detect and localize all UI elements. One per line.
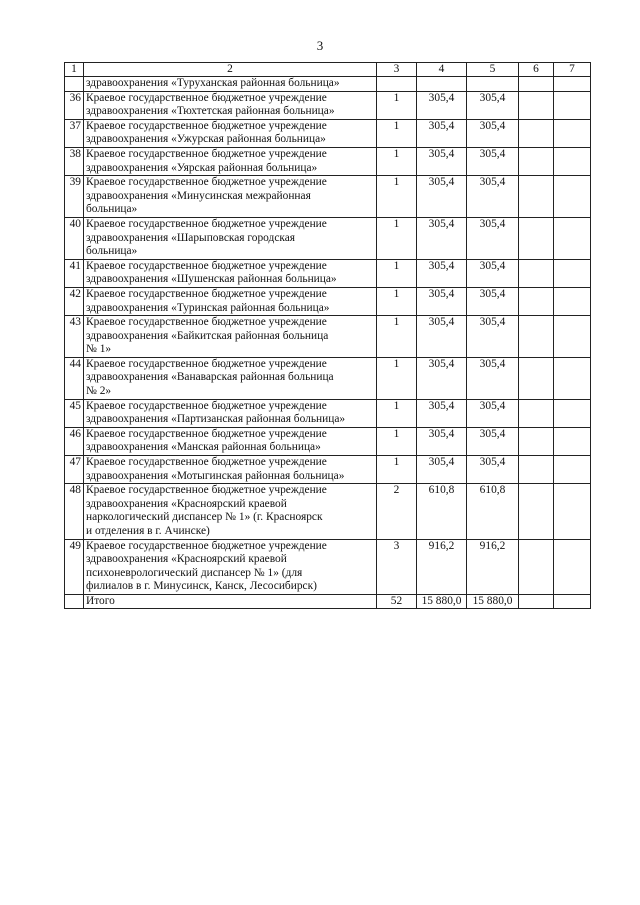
row-number: 36 xyxy=(65,91,84,119)
institution-name-line: Краевое государственное бюджетное учреждение xyxy=(86,316,327,329)
institution-name-line: здравоохранения «Шарыповская городская xyxy=(86,231,296,244)
institution-name-line: здравоохранения «Уярская районная больница» xyxy=(86,161,318,174)
row-number: 40 xyxy=(65,217,84,259)
table-row xyxy=(65,259,591,287)
header-cell: 7 xyxy=(554,63,591,77)
col6-cell xyxy=(519,484,554,539)
col6-cell xyxy=(519,427,554,455)
quantity-cell: 1 xyxy=(377,287,417,315)
amount-col4-cell: 305,4 xyxy=(417,147,467,175)
amount-col5-cell: 916,2 xyxy=(467,539,519,594)
amount-col4-cell: 305,4 xyxy=(417,176,467,218)
col7-cell xyxy=(554,176,591,218)
amount-col4-cell: 305,4 xyxy=(417,316,467,358)
amount-col4-cell: 305,4 xyxy=(417,119,467,147)
institution-name-line: психоневрологический диспансер № 1» (для xyxy=(86,566,303,579)
institution-name-line: здравоохранения «Ванаварская районная больница xyxy=(86,371,334,384)
col6-cell xyxy=(519,77,554,92)
col6-cell xyxy=(519,316,554,358)
col7-cell xyxy=(554,77,591,92)
table-row xyxy=(65,427,591,455)
institution-name-line: здравоохранения «Минусинская межрайонная xyxy=(86,189,311,202)
amount-col4-cell: 305,4 xyxy=(417,357,467,399)
row-number: 39 xyxy=(65,176,84,218)
institution-name-line: здравоохранения «Байкитская районная больница xyxy=(86,329,329,342)
institution-name xyxy=(84,357,377,399)
institution-name-line: здравоохранения «Туруханская районная больница» xyxy=(86,77,340,89)
amount-col4-cell: 916,2 xyxy=(417,539,467,594)
total-row xyxy=(65,594,591,608)
institution-name xyxy=(84,147,377,175)
institution-name-line: здравоохранения «Шушенская районная больница» xyxy=(86,273,337,286)
row-number: 41 xyxy=(65,259,84,287)
institution-name-line: здравоохранения «Туринская районная больница» xyxy=(86,301,330,314)
amount-col5-cell: 610,8 xyxy=(467,484,519,539)
amount-col5-cell: 305,4 xyxy=(467,119,519,147)
col6-cell xyxy=(519,176,554,218)
col6-cell xyxy=(519,119,554,147)
table-row xyxy=(65,316,591,358)
institution-name-line: Краевое государственное бюджетное учреждение xyxy=(86,399,327,412)
col7-cell xyxy=(554,456,591,484)
institution-name-line: здравоохранения «Мотыгинская районная больница» xyxy=(86,469,345,482)
row-number: 42 xyxy=(65,287,84,315)
row-number: 48 xyxy=(65,484,84,539)
quantity-cell: 2 xyxy=(377,484,417,539)
total-amount-col4: 15 880,0 xyxy=(417,594,467,608)
institution-name-line: Краевое государственное бюджетное учреждение xyxy=(86,539,327,552)
col7-cell xyxy=(554,316,591,358)
amount-col4-cell: 305,4 xyxy=(417,287,467,315)
amount-col4-cell: 305,4 xyxy=(417,427,467,455)
institution-name-line: Краевое государственное бюджетное учреждение xyxy=(86,427,327,440)
total-quantity: 52 xyxy=(377,594,417,608)
institution-name xyxy=(84,316,377,358)
institution-name xyxy=(84,287,377,315)
institution-name-line: наркологический диспансер № 1» (г. Красноярск xyxy=(86,511,323,524)
col6-cell xyxy=(519,357,554,399)
quantity-cell: 1 xyxy=(377,91,417,119)
col7-cell xyxy=(554,539,591,594)
institution-name-line: Краевое государственное бюджетное учреждение xyxy=(86,259,327,272)
col7-cell xyxy=(554,147,591,175)
amount-col5-cell: 305,4 xyxy=(467,357,519,399)
table-row xyxy=(65,287,591,315)
table-body xyxy=(65,63,591,609)
institution-name-line: № 2» xyxy=(86,385,112,398)
amount-col5-cell: 305,4 xyxy=(467,147,519,175)
institution-name xyxy=(84,119,377,147)
col6-cell xyxy=(519,399,554,427)
institution-name-line: Краевое государственное бюджетное учреждение xyxy=(86,484,327,497)
table-row xyxy=(65,77,591,92)
institution-name-line: Краевое государственное бюджетное учреждение xyxy=(86,217,327,230)
table-row xyxy=(65,539,591,594)
quantity-cell: 1 xyxy=(377,456,417,484)
row-number: 38 xyxy=(65,147,84,175)
institution-name-line: здравоохранения «Тюхтетская районная больница» xyxy=(86,105,335,118)
col7-cell xyxy=(554,399,591,427)
institution-name-line: больница» xyxy=(86,203,138,216)
institution-name xyxy=(84,456,377,484)
col6-cell xyxy=(519,217,554,259)
row-number: 44 xyxy=(65,357,84,399)
total-amount-col5: 15 880,0 xyxy=(467,594,519,608)
institution-name xyxy=(84,427,377,455)
institution-name-line: Краевое государственное бюджетное учреждение xyxy=(86,456,327,469)
col6-cell xyxy=(519,147,554,175)
institution-name-line: филиалов в г. Минусинск, Канск, Лесосибирск) xyxy=(86,580,317,593)
row-number: 43 xyxy=(65,316,84,358)
header-cell: 3 xyxy=(377,63,417,77)
header-cell: 1 xyxy=(65,63,84,77)
institution-name-line: Краевое государственное бюджетное учреждение xyxy=(86,119,327,132)
table-row xyxy=(65,217,591,259)
institution-name-line: здравоохранения «Манская районная больница» xyxy=(86,441,321,454)
table-row xyxy=(65,357,591,399)
table-row xyxy=(65,91,591,119)
institution-name-line: Краевое государственное бюджетное учреждение xyxy=(86,287,327,300)
col6-cell xyxy=(519,91,554,119)
institution-name-line: здравоохранения «Ужурская районная больница» xyxy=(86,133,326,146)
col7-cell xyxy=(554,217,591,259)
header-cell: 4 xyxy=(417,63,467,77)
row-number: 46 xyxy=(65,427,84,455)
institution-name-line: Краевое государственное бюджетное учреждение xyxy=(86,357,327,370)
amount-col5-cell: 305,4 xyxy=(467,427,519,455)
col7-cell xyxy=(554,484,591,539)
total-col6 xyxy=(519,594,554,608)
institution-name xyxy=(84,77,377,92)
amount-col5-cell: 305,4 xyxy=(467,287,519,315)
institution-name xyxy=(84,399,377,427)
quantity-cell: 1 xyxy=(377,147,417,175)
institution-name-line: Краевое государственное бюджетное учреждение xyxy=(86,91,327,104)
amount-col4-cell: 305,4 xyxy=(417,399,467,427)
header-cell: 5 xyxy=(467,63,519,77)
quantity-cell: 1 xyxy=(377,357,417,399)
table-row xyxy=(65,484,591,539)
institution-name-line: здравоохранения «Красноярский краевой xyxy=(86,553,287,566)
col6-cell xyxy=(519,259,554,287)
institution-name xyxy=(84,91,377,119)
table-row xyxy=(65,456,591,484)
quantity-cell: 1 xyxy=(377,316,417,358)
total-number-cell xyxy=(65,594,84,608)
amount-col4-cell: 305,4 xyxy=(417,456,467,484)
row-number: 45 xyxy=(65,399,84,427)
institution-name-line: больница» xyxy=(86,245,138,258)
quantity-cell: 1 xyxy=(377,119,417,147)
quantity-cell: 1 xyxy=(377,259,417,287)
table-row xyxy=(65,119,591,147)
institution-name xyxy=(84,259,377,287)
amount-col5-cell: 305,4 xyxy=(467,217,519,259)
quantity-cell: 1 xyxy=(377,427,417,455)
allocation-table xyxy=(64,62,591,609)
total-col7 xyxy=(554,594,591,608)
amount-col5-cell: 305,4 xyxy=(467,259,519,287)
amount-col4-cell xyxy=(417,77,467,92)
row-number: 47 xyxy=(65,456,84,484)
quantity-cell xyxy=(377,77,417,92)
institution-name xyxy=(84,176,377,218)
amount-col4-cell: 305,4 xyxy=(417,217,467,259)
institution-name-line: и отделения в г. Ачинске) xyxy=(86,525,210,537)
quantity-cell: 3 xyxy=(377,539,417,594)
col7-cell xyxy=(554,119,591,147)
amount-col4-cell: 305,4 xyxy=(417,259,467,287)
quantity-cell: 1 xyxy=(377,176,417,218)
institution-name-line: здравоохранения «Красноярский краевой xyxy=(86,497,287,510)
total-label: Итого xyxy=(84,594,377,608)
col7-cell xyxy=(554,259,591,287)
col7-cell xyxy=(554,287,591,315)
institution-name xyxy=(84,484,377,539)
header-cell: 2 xyxy=(84,63,377,77)
col6-cell xyxy=(519,539,554,594)
quantity-cell: 1 xyxy=(377,217,417,259)
amount-col5-cell xyxy=(467,77,519,92)
institution-name xyxy=(84,217,377,259)
table-row xyxy=(65,147,591,175)
header-cell: 6 xyxy=(519,63,554,77)
table-row xyxy=(65,176,591,218)
amount-col5-cell: 305,4 xyxy=(467,399,519,427)
page-number: 3 xyxy=(316,38,324,53)
col7-cell xyxy=(554,91,591,119)
row-number: 49 xyxy=(65,539,84,594)
institution-name-line: здравоохранения «Партизанская районная больница» xyxy=(86,413,346,426)
amount-col5-cell: 305,4 xyxy=(467,316,519,358)
table-row xyxy=(65,399,591,427)
col6-cell xyxy=(519,456,554,484)
institution-name-line: № 1» xyxy=(86,343,112,356)
amount-col5-cell: 305,4 xyxy=(467,176,519,218)
amount-col4-cell: 305,4 xyxy=(417,91,467,119)
quantity-cell: 1 xyxy=(377,399,417,427)
col7-cell xyxy=(554,427,591,455)
col6-cell xyxy=(519,287,554,315)
amount-col4-cell: 610,8 xyxy=(417,484,467,539)
amount-col5-cell: 305,4 xyxy=(467,456,519,484)
header-row xyxy=(65,63,591,77)
institution-name xyxy=(84,539,377,594)
institution-name-line: Краевое государственное бюджетное учреждение xyxy=(86,147,327,160)
row-number xyxy=(65,77,84,92)
amount-col5-cell: 305,4 xyxy=(467,91,519,119)
col7-cell xyxy=(554,357,591,399)
institution-name-line: Краевое государственное бюджетное учреждение xyxy=(86,176,327,189)
row-number: 37 xyxy=(65,119,84,147)
